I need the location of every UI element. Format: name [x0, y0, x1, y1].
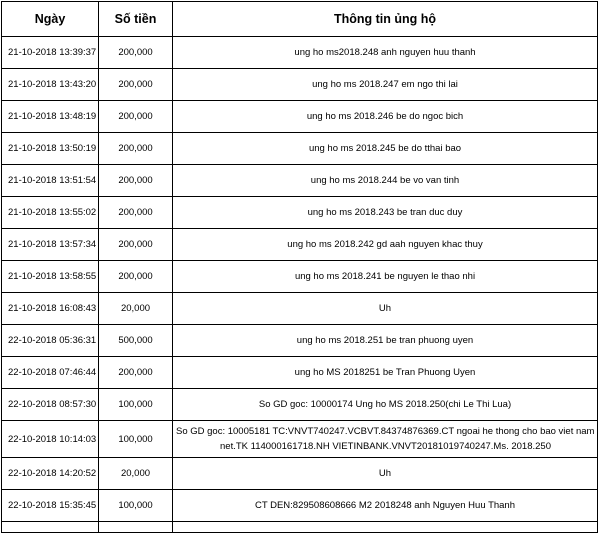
- cell-info: ung ho ms 2018.247 em ngo thi lai: [173, 69, 598, 101]
- cell-info: Uh: [173, 458, 598, 490]
- column-header-info: Thông tin ủng hộ: [173, 2, 598, 37]
- cell-amount: 200,000: [99, 133, 173, 165]
- table-row: [2, 133, 598, 165]
- column-header-amount: Số tiền: [99, 2, 173, 37]
- cell-date: 22-10-2018 07:46:44: [2, 357, 99, 389]
- table-header: [2, 2, 598, 37]
- cell-amount: 500,000: [99, 325, 173, 357]
- table-row: [2, 69, 598, 101]
- cell-amount: 20,000: [99, 458, 173, 490]
- cell-date: 21-10-2018 13:57:34: [2, 229, 99, 261]
- cell-amount: 100,000: [99, 421, 173, 458]
- cell-info: ung ho ms2018.248 anh nguyen huu thanh: [173, 37, 598, 69]
- table-row: [2, 37, 598, 69]
- cell-date: 21-10-2018 13:51:54: [2, 165, 99, 197]
- cell-info: Uh: [173, 293, 598, 325]
- table-row: [2, 229, 598, 261]
- cell-amount: 200,000: [99, 69, 173, 101]
- cell-amount: 200,000: [99, 357, 173, 389]
- cell-info: ung ho ms 2018.241 be nguyen le thao nhi: [173, 261, 598, 293]
- cell-info: CT DEN:829508608666 M2 2018248 anh Nguyen Huu Thanh: [173, 490, 598, 522]
- cell-info: ung ho ms 2018.245 be do tthai bao: [173, 133, 598, 165]
- cell-amount: 100,000: [99, 490, 173, 522]
- cell-info: So GD goc: 10000174 Ung ho MS 2018.250(chi Le Thi Lua): [173, 389, 598, 421]
- cell-date: 21-10-2018 13:50:19: [2, 133, 99, 165]
- cell-amount: 200,000: [99, 165, 173, 197]
- cell-info: ung ho ms 2018.244 be vo van tinh: [173, 165, 598, 197]
- cell-date: 21-10-2018 13:39:37: [2, 37, 99, 69]
- table-row: [2, 261, 598, 293]
- cell-info-empty: [173, 522, 598, 533]
- cell-date-empty: [2, 522, 99, 533]
- cell-info-line-2: net.TK 114000161718.NH VIETINBANK.VNVT20181019740247.Ms. 2018.250: [220, 441, 551, 452]
- cell-date: 21-10-2018 13:43:20: [2, 69, 99, 101]
- cell-amount: 100,000: [99, 389, 173, 421]
- cell-amount: 200,000: [99, 37, 173, 69]
- table-row: [2, 490, 598, 522]
- cell-info: [173, 421, 598, 458]
- cell-date: 21-10-2018 16:08:43: [2, 293, 99, 325]
- cell-info: ung ho MS 2018251 be Tran Phuong Uyen: [173, 357, 598, 389]
- cell-amount: 200,000: [99, 261, 173, 293]
- table-row: [2, 165, 598, 197]
- cell-amount: 200,000: [99, 197, 173, 229]
- cell-date: 21-10-2018 13:55:02: [2, 197, 99, 229]
- cell-date: 22-10-2018 08:57:30: [2, 389, 99, 421]
- donations-table: [1, 1, 598, 533]
- cell-date: 21-10-2018 13:48:19: [2, 101, 99, 133]
- cell-amount: 20,000: [99, 293, 173, 325]
- cell-date: 22-10-2018 05:36:31: [2, 325, 99, 357]
- table-row: [2, 458, 598, 490]
- header-row: [2, 2, 598, 37]
- cell-info: ung ho ms 2018.246 be do ngoc bich: [173, 101, 598, 133]
- cell-amount: 200,000: [99, 101, 173, 133]
- cell-info: ung ho ms 2018.251 be tran phuong uyen: [173, 325, 598, 357]
- column-header-date: Ngày: [2, 2, 99, 37]
- table-row: [2, 421, 598, 458]
- cell-date: 22-10-2018 15:35:45: [2, 490, 99, 522]
- table-row: [2, 325, 598, 357]
- cell-date: 22-10-2018 10:14:03: [2, 421, 99, 458]
- cell-amount: 200,000: [99, 229, 173, 261]
- table-row: [2, 357, 598, 389]
- table-row-partial: [2, 522, 598, 533]
- cell-info-line-1: So GD goc: 10005181 TC:VNVT740247.VCBVT.84374876369.CT ngoai he thong cho bao viet nam: [176, 426, 595, 437]
- cell-amount-empty: [99, 522, 173, 533]
- table-body: [2, 37, 598, 533]
- cell-date: 22-10-2018 14:20:52: [2, 458, 99, 490]
- cell-info: ung ho ms 2018.242 gd aah nguyen khac thuy: [173, 229, 598, 261]
- cell-date: 21-10-2018 13:58:55: [2, 261, 99, 293]
- table-row: [2, 293, 598, 325]
- cell-info: ung ho ms 2018.243 be tran duc duy: [173, 197, 598, 229]
- table-row: [2, 389, 598, 421]
- table-row: [2, 101, 598, 133]
- table-row: [2, 197, 598, 229]
